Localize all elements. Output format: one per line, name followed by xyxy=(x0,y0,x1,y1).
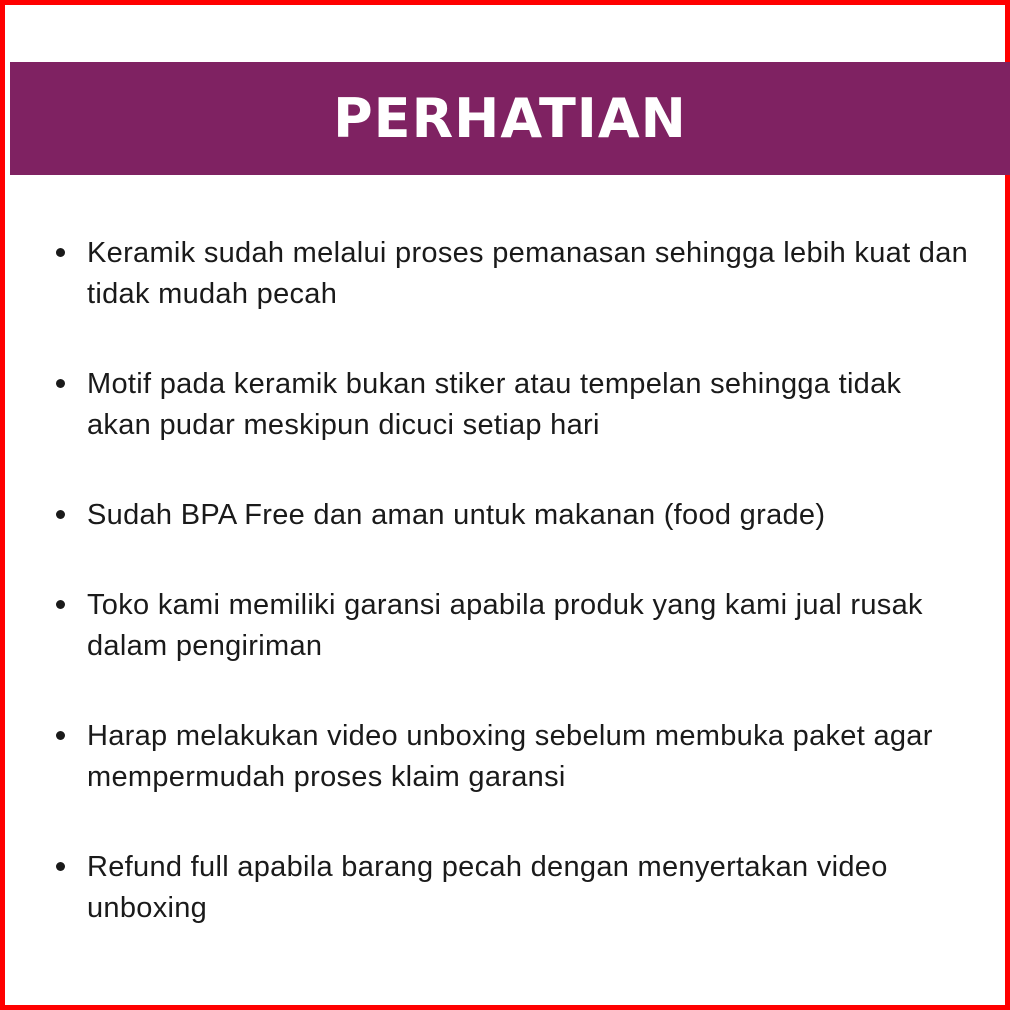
notice-item xyxy=(10,716,1010,798)
notice-text: Motif pada keramik bukan stiker atau tempelan sehingga tidak akan pudar meskipun dicuci setiap hari xyxy=(87,368,902,441)
notice-text: Sudah BPA Free dan aman untuk makanan (food grade) xyxy=(87,499,826,531)
notice-item xyxy=(10,495,1010,536)
bullet-icon xyxy=(56,248,65,257)
bullet-icon xyxy=(56,862,65,871)
title-banner xyxy=(10,62,1010,175)
notice-text: Toko kami memiliki garansi apabila produk yang kami jual rusak dalam pengiriman xyxy=(87,589,923,662)
notice-text: Keramik sudah melalui proses pemanasan sehingga lebih kuat dan tidak mudah pecah xyxy=(87,237,969,310)
notice-item xyxy=(10,364,1010,446)
notice-list xyxy=(10,233,1010,929)
notice-item xyxy=(10,847,1010,929)
bullet-icon xyxy=(56,600,65,609)
notice-text: Refund full apabila barang pecah dengan menyertakan video unboxing xyxy=(87,851,888,924)
notice-item xyxy=(10,585,1010,667)
notice-text: Harap melakukan video unboxing sebelum membuka paket agar mempermudah proses klaim garansi xyxy=(87,720,933,793)
bullet-icon xyxy=(56,379,65,388)
notice-item xyxy=(10,233,1010,315)
bullet-icon xyxy=(56,510,65,519)
bullet-icon xyxy=(56,731,65,740)
banner-title: PERHATIAN xyxy=(333,86,687,150)
